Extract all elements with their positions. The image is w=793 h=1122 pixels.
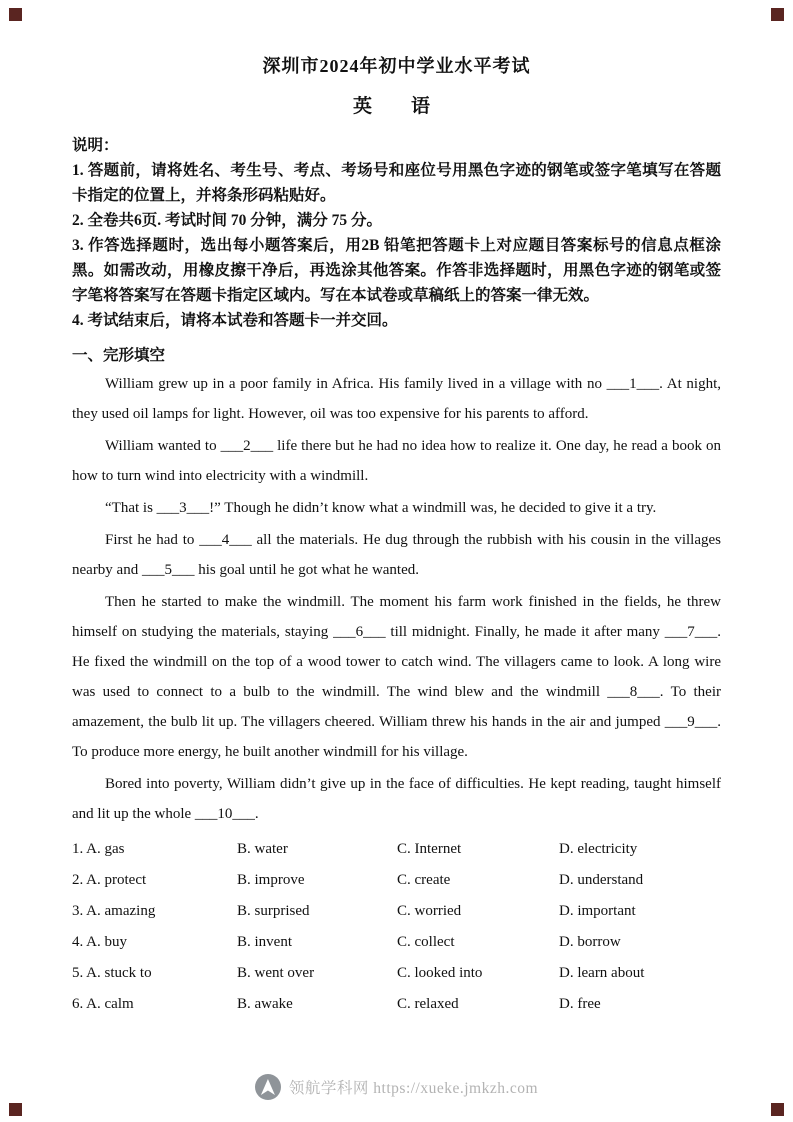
option-q2-c: C. create	[397, 872, 451, 888]
option-q2-a: 2. A. protect	[72, 872, 147, 888]
option-q2-d: D. understand	[559, 872, 644, 888]
option-q3-c: C. worried	[397, 903, 462, 919]
cloze-paragraph-2: William wanted to ___2___ life there but he had no idea how to realize it. One day, he read a book on how to turn wind into electricity with a windmill.	[72, 438, 721, 484]
option-q6-c: C. relaxed	[397, 996, 459, 1012]
registration-mark-top-right	[771, 8, 784, 21]
cloze-paragraph-6: Bored into poverty, William didn’t give up in the face of difficulties. He kept reading, taught himself and lit up the whole ___10___.	[72, 776, 721, 822]
cloze-paragraph-1: William grew up in a poor family in Africa. His family lived in a village with no ___1___. At night, they used oil lamps for light. However, oil was too expensive for his parents to afford.	[72, 376, 721, 422]
instruction-item-3: 3. 作答选择题时，选出每小题答案后，用2B 铅笔把答题卡上对应题目答案标号的信息点框涂黑。如需改动，用橡皮擦干净后，再选涂其他答案。作答非选择题时，用黑色字迹的钢笔或签字笔将答案写在答题卡指定区域内。写在本试卷或草稿纸上的答案一律无效。	[72, 237, 721, 304]
registration-mark-top-left	[9, 8, 22, 21]
instructions-block	[72, 133, 721, 333]
registration-mark-bottom-right	[771, 1103, 784, 1116]
cloze-paragraph-5: Then he started to make the windmill. The moment his farm work finished in the fields, he threw himself on studying the materials, staying ___6___ till midnight. Finally, he made it after many ___7___. He fixed the windmill on the top of a wood tower to catch wind. The villagers came to look. A long wire was used to connect to a bulb to the windmill. The wind blew and the windmill ___8___. To their amazement, the bulb lit up. The villagers cheered. William threw his hands in the air and jumped ___9___. To produce more energy, he built another windmill for his village.	[72, 594, 721, 760]
option-q3-a: 3. A. amazing	[72, 903, 156, 919]
option-q1-d: D. electricity	[559, 841, 638, 857]
option-q1-c: C. Internet	[397, 841, 462, 857]
option-q6-b: B. awake	[237, 996, 293, 1012]
options-grid	[72, 834, 721, 1020]
option-q1-a: 1. A. gas	[72, 841, 125, 857]
option-q1-b: B. water	[237, 841, 288, 857]
option-q5-c: C. looked into	[397, 965, 483, 981]
option-q4-d: D. borrow	[559, 934, 621, 950]
cloze-paragraph-3: “That is ___3___!” Though he didn’t know what a windmill was, he decided to give it a try.	[105, 500, 657, 516]
option-q4-c: C. collect	[397, 934, 455, 950]
instructions-label: 说明：	[72, 137, 119, 154]
section-title-cloze: 一、完形填空	[72, 347, 166, 364]
cloze-paragraph-4: First he had to ___4___ all the materials. He dug through the rubbish with his cousin in the villages nearby and ___5___ his goal until he got what he wanted.	[72, 532, 721, 578]
option-q6-d: D. free	[559, 996, 601, 1012]
footer-watermark	[0, 1074, 793, 1100]
option-q5-a: 5. A. stuck to	[72, 965, 152, 981]
option-q4-b: B. invent	[237, 934, 292, 950]
instruction-item-4: 4. 考试结束后，请将本试卷和答题卡一并交回。	[72, 312, 398, 329]
option-q3-b: B. surprised	[237, 903, 310, 919]
option-q5-d: D. learn about	[559, 965, 645, 981]
instruction-item-2: 2. 全卷共6页. 考试时间 70 分钟，满分 75 分。	[72, 212, 383, 229]
exam-subject: 英 语	[352, 96, 440, 117]
option-q3-d: D. important	[559, 903, 636, 919]
footer-watermark-text: 领航学科网 https://xueke.jmkzh.com	[288, 1080, 539, 1097]
exam-title: 深圳市2024年初中学业水平考试	[262, 56, 531, 76]
instruction-item-1: 1. 答题前，请将姓名、考生号、考点、考场号和座位号用黑色字迹的钢笔或签字笔填写在答题卡指定的位置上，并将条形码粘贴好。	[72, 162, 721, 204]
option-q4-a: 4. A. buy	[72, 934, 128, 950]
option-q5-b: B. went over	[237, 965, 315, 981]
option-q2-b: B. improve	[237, 872, 305, 888]
xueke-site-logo-icon	[255, 1074, 281, 1100]
registration-mark-bottom-left	[9, 1103, 22, 1116]
option-q6-a: 6. A. calm	[72, 996, 134, 1012]
